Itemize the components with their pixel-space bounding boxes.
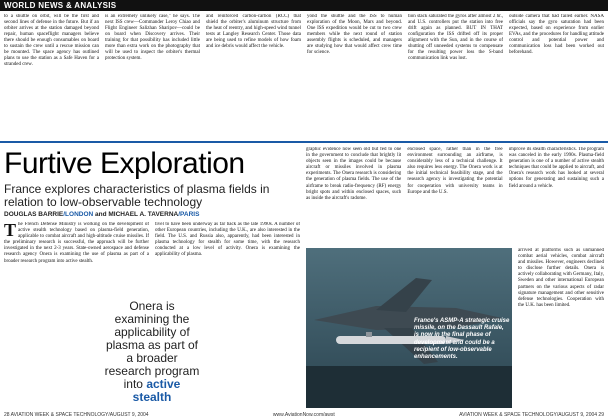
footer-right: AVIATION WEEK & SPACE TECHNOLOGY/AUGUST 9, 2004 29: [459, 412, 604, 418]
author-1-city: /LONDON: [63, 211, 94, 218]
previous-article-columns: [4, 14, 604, 138]
article-deck: France explores characteristics of plasma fields in relation to low-observable technology: [4, 182, 270, 209]
prev-column-4: yond the shuttle and the ISS to human exploration of the Moon, Mars and beyond. One ISS expedition would be cut to two crew members while the next round of station assembly flights is scheduled, and managers are studying how that would affect crew time for science.: [307, 14, 402, 55]
byline-and: and: [93, 211, 109, 218]
prev-column-6: outside camera that had failed earlier. NASA officials say the gyro saturation had been expected, based on experience from earlier EVAs, and the procedures for handling attitude control and potential power and communication loss had been worked out beforehand.: [509, 14, 604, 55]
article-title: Furtive Exploration: [4, 147, 245, 180]
photo-caption: France's ASMP-A strategic cruise missile, on the Dassault Rafale, is now in the final phase of development and could be a recipient of low-observable enhancements.: [414, 318, 510, 361]
author-2: MICHAEL A. TAVERNA: [108, 211, 179, 218]
body-column-5: improve its stealth characteristics. The program was canceled in the early 1990s. Plasma-field generation is one of a number of active stealth techniques that could be applied to aircraft, and Onera's research work has looked at several options for generating and sustaining such a field around a vehicle.: [508, 147, 604, 189]
article-body-far-right: arrived at platforms such as unmanned combat aerial vehicles, combat aircraft and missiles. However, engineers declined to disclose further details. Onera is actively collaborating with Germany, Italy, Sweden and other international European partners on the various aspects of radar signature management and other sensitive defense technologies. Cooperation with the U.K. has been limited.: [518, 248, 604, 308]
pull-quote-text: Onera is examining the applicability of plasma as part of a broader research program into: [104, 299, 200, 391]
author-2-city: /PARIS: [178, 211, 200, 218]
author-1: DOUGLAS BARRIE: [4, 211, 64, 218]
byline: [4, 211, 199, 218]
page-footer: [4, 412, 604, 418]
article-body-right: [306, 147, 604, 245]
pull-quote-highlight: active stealth: [132, 377, 181, 404]
prev-column-2: is an extremely unlikely case," he says. The next ISS crew—Commander Leroy Chiao and Flight Engineer Salizhan Sharipov—could be on board when Discovery arrives. Their training for that possibility has included little more than extra work on the photography that will be used to inspect the orbiter's thermal protection system.: [105, 14, 200, 61]
body-column-3: graphic evidence now seen old but fed to one in the government to conclude that brightly lit objects seen in the images could be because aircraft or missiles involved in plasma experiments. The Onera research is considering the generation of plasma fields. The use of the airframe to break radio-frequency (RF) energy bright spots and within enclosed spaces, such as inside the aircraft's radome.: [306, 147, 402, 201]
section-label: WORLD NEWS & ANALYSIS: [4, 1, 117, 10]
prev-column-1: to a shuttle on orbit, will be the first and second lines of defense in the future. But if an orbiter arrives at the station damaged beyond repair, human spaceflight managers believe there should be enough consumables on board to sustain the crew until a rescue mission can be mounted. The space agency has outlined plans to use the station as a Safe Haven for a stranded crew.: [4, 14, 99, 67]
body-column-4: enclosed space, rather than in the free environment surrounding an airframe, is considerably less of a technical challenge. It also requires less energy. The Onera work is at the initial technical feasibility stage, and the research agency is investigating the potential for cooperation with university teams in Europe and the U.S.: [407, 147, 503, 195]
prev-column-3: and reinforced carbon-carbon (RCC) that shield the orbiter's aluminum structure from the heat of reentry, and high-speed wind tunnel tests at Langley Research Center. Those data are being used to refine models of how foam and ice debris would affect the vehicle.: [206, 14, 301, 49]
body-column-1-text: he French Defense Ministry is working on the development of active stealth technology based on plasma-field generation, applicable to combat aircraft and high-altitude cruise missiles. If the preliminary research is successful, the approach will be further investigated in the next 2-3 years. State-owned aerospace and defense research agency Onera is examining the use of plasma as part of a broader research program into active stealth.: [4, 222, 149, 264]
divider-rule: [0, 141, 608, 143]
section-band: [0, 0, 608, 11]
prev-column-5: tion stack saturated the gyros after almost 2 hr., and U.S. controllers put the station into free drift again as planned. BUT IN THAT configuration the ISS drifted off its proper alignment with the Sun, and in the course of shutting off unneeded systems to compensate for the resulting power loss the S-band communication link was lost.: [408, 14, 503, 61]
body-column-2: tivel to have been underway as far back as the late 1990s. A number of other European countries, including the U.K., are also interested in the field. The U.S. and Russia also, apparently, had been interested in plasma technology for stealth for some time, with the research conducted at a low level of activity. Onera is examining the applicability of plasma.: [155, 222, 300, 258]
pull-quote: [104, 300, 200, 404]
drop-cap: T: [4, 222, 17, 240]
footer-center: www.AviationNow.com/awst: [272, 412, 335, 418]
footer-left: 28 AVIATION WEEK & SPACE TECHNOLOGY/AUGUST 9, 2004: [4, 412, 149, 418]
